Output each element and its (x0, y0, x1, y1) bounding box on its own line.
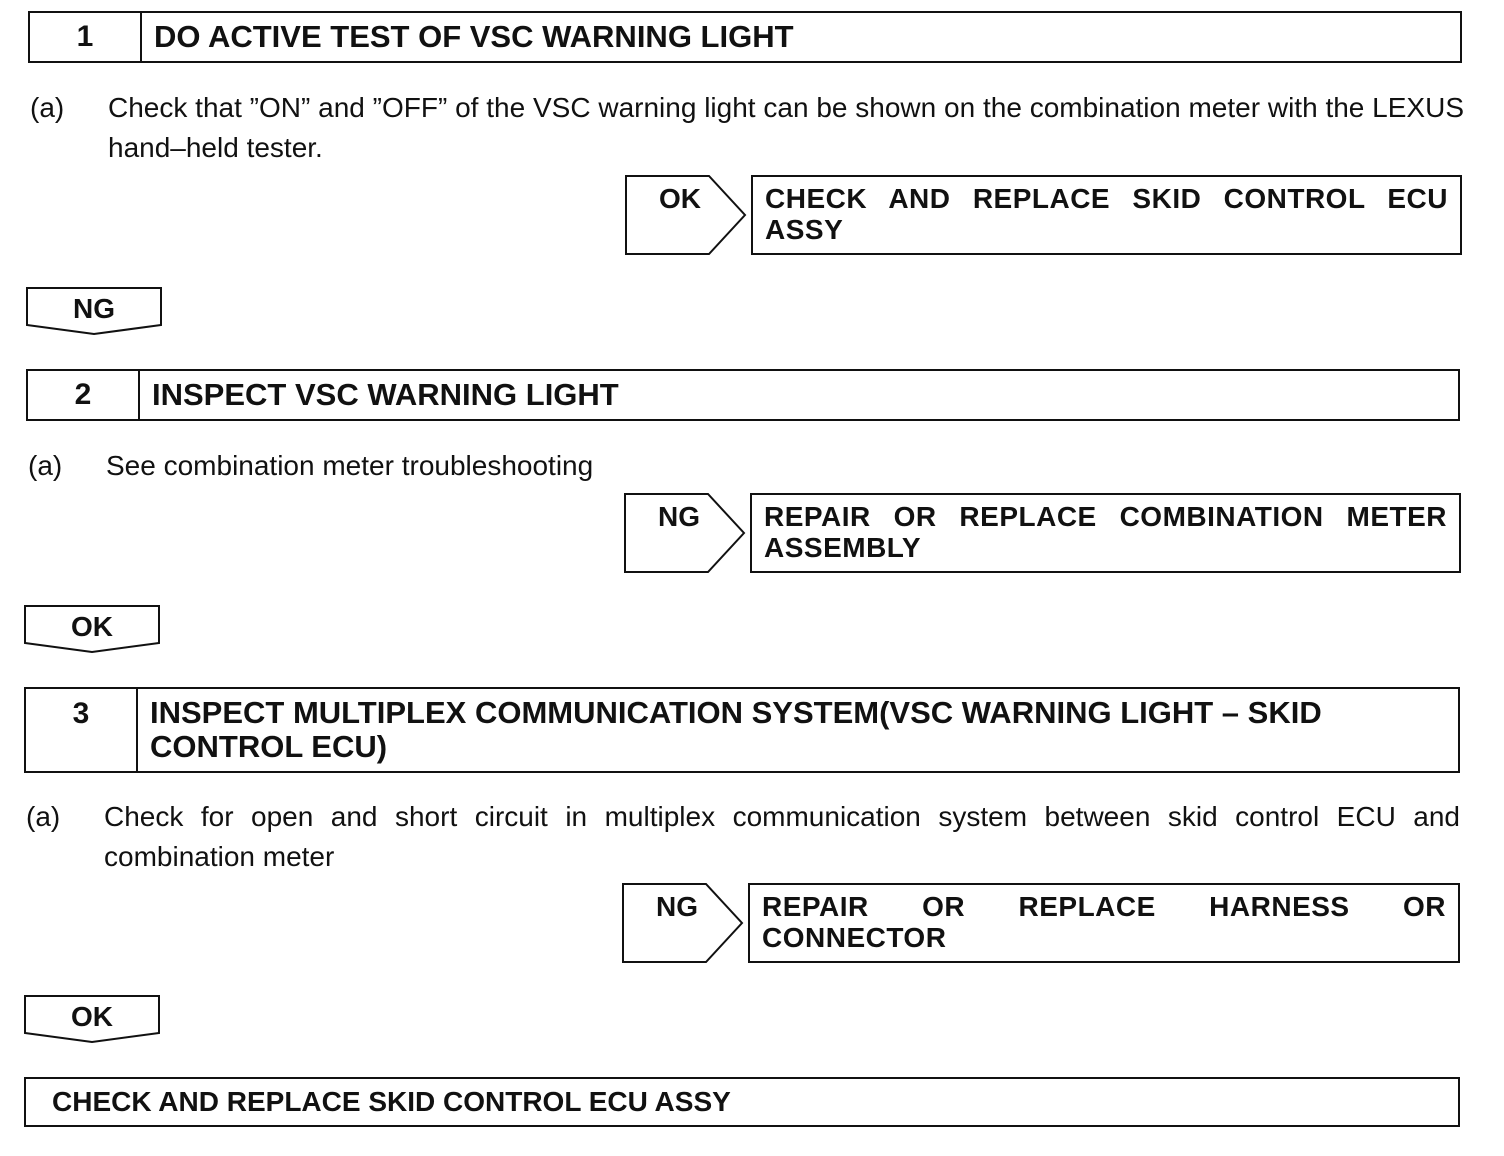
step-2-title: INSPECT VSC WARNING LIGHT (152, 377, 619, 412)
final-action: CHECK AND REPLACE SKID CONTROL ECU ASSY (24, 1077, 1460, 1127)
step-1-branch-action: CHECK AND REPLACE SKID CONTROL ECU ASSY (751, 175, 1462, 255)
step-2-branch-action: REPAIR OR REPLACE COMBINATION METER ASSEMBLY (750, 493, 1461, 573)
step-1-next-label: NG (73, 293, 115, 324)
step-2-header (26, 369, 1460, 421)
step-1-title: DO ACTIVE TEST OF VSC WARNING LIGHT (154, 19, 794, 54)
step-2-branch-label: NG (658, 501, 700, 532)
step-3-item-text: Check for open and short circuit in multiplex communication system between skid control ECU and combination meter (104, 801, 1460, 872)
step-3-number: 3 (26, 689, 138, 771)
step-1-item-label: (a) (30, 92, 65, 123)
step-2-item (28, 446, 1462, 486)
step-3-header (24, 687, 1460, 773)
step-2-item-label: (a) (28, 450, 63, 481)
step-2-branch-arrow (624, 493, 748, 573)
step-2-item-text: See combination meter troubleshooting (106, 450, 594, 481)
step-3-title: INSPECT MULTIPLEX COMMUNICATION SYSTEM(VSC WARNING LIGHT – SKID CONTROL ECU) (150, 695, 1322, 764)
step-2-next-label: OK (71, 611, 113, 642)
step-1-item (30, 88, 1464, 168)
step-1-branch-label: OK (659, 183, 701, 214)
step-3-branch-label: NG (656, 891, 698, 922)
step-2-number: 2 (28, 371, 140, 419)
step-3-next-label: OK (71, 1001, 113, 1032)
step-1-next-tab (26, 287, 162, 335)
step-3-item (26, 797, 1460, 877)
step-1-header (28, 11, 1462, 63)
step-1-number: 1 (30, 13, 142, 61)
step-3-item-label: (a) (26, 801, 61, 832)
step-3-next-tab (24, 995, 160, 1043)
step-2-next-tab (24, 605, 160, 653)
step-3-branch-arrow (622, 883, 746, 963)
step-1-item-text: Check that ”ON” and ”OFF” of the VSC warning light can be shown on the combination meter with the LEXUS hand–held tester. (108, 92, 1464, 163)
step-1-branch-arrow (625, 175, 749, 255)
step-3-branch-action: REPAIR OR REPLACE HARNESS OR CONNECTOR (748, 883, 1460, 963)
